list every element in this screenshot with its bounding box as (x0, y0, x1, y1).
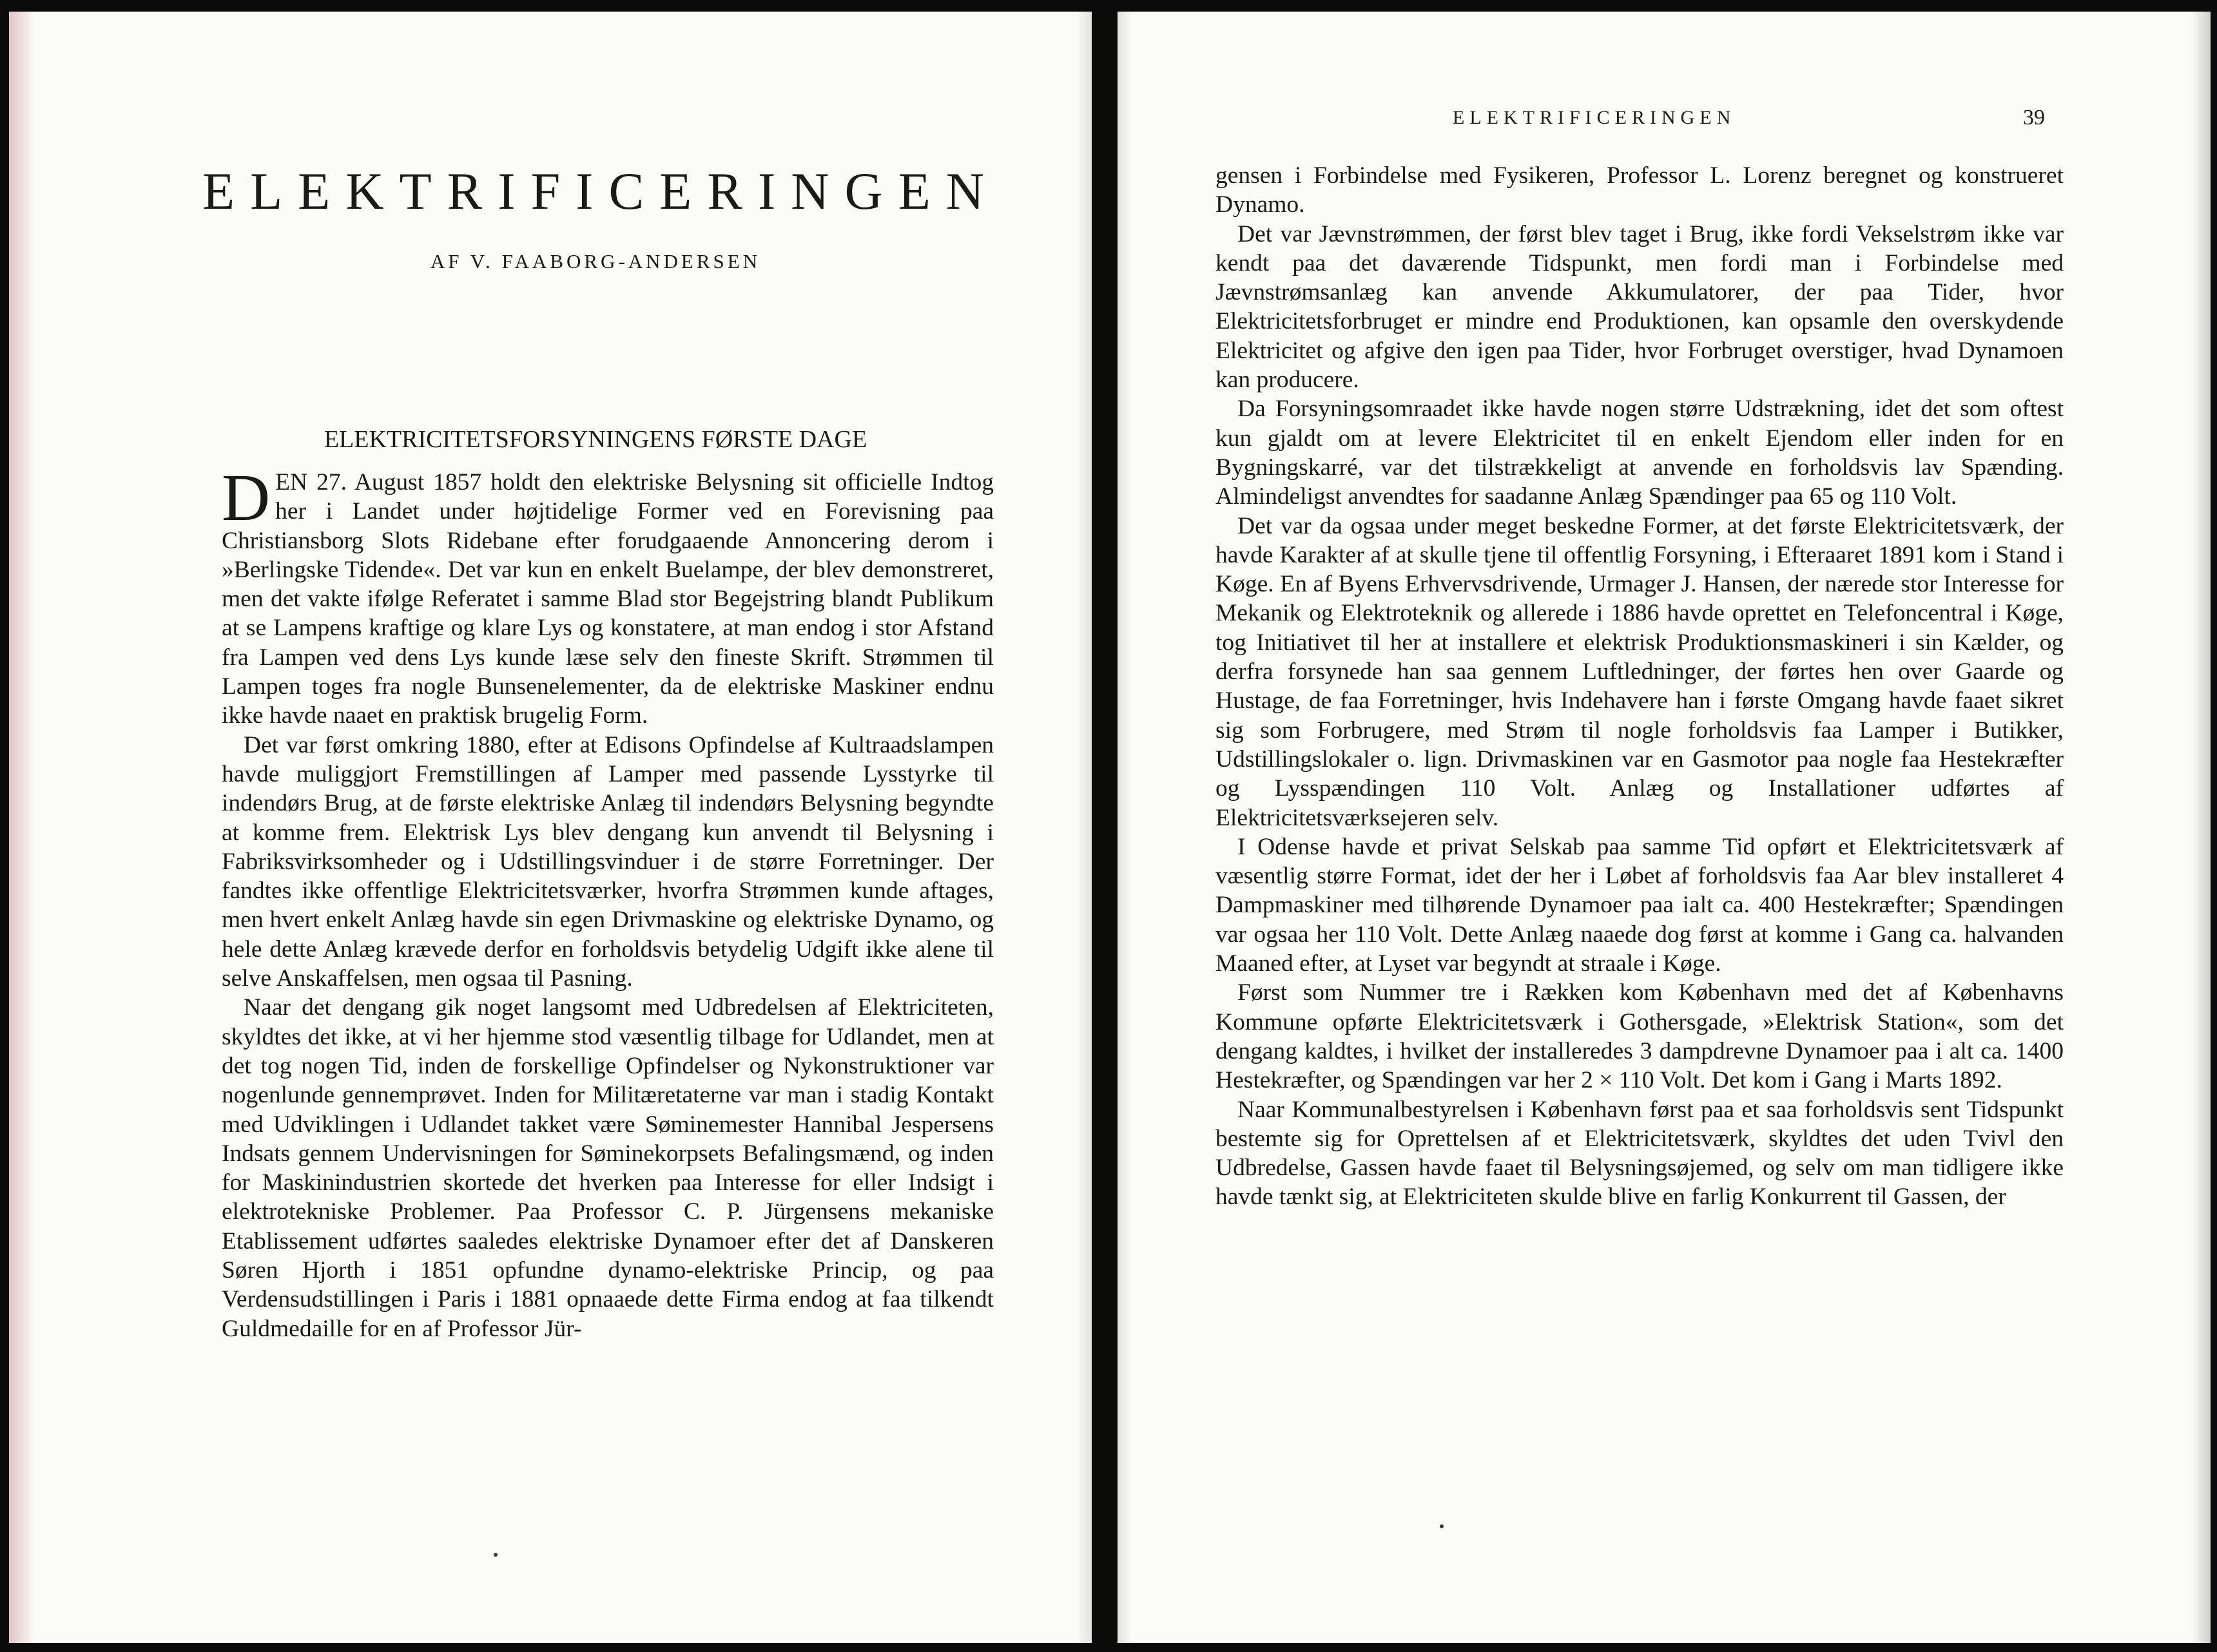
paragraph: Først som Nummer tre i Rækken kom København med det af Københavns Kommune opførte Elektricitetsværk i Gothersgade, »Elektrisk Station«, som det dengang kaldtes, i hvilket der installeredes 3 dampdrevne Dynamoer paa i alt ca. 1400 Hestekræfter, og Spændingen var her 2 × 110 Volt. Det kom i Gang i Marts 1892. (1215, 979, 2064, 1094)
right-page (1118, 12, 2211, 1643)
paragraph (222, 461, 994, 731)
page-edge-shading (9, 12, 35, 1643)
paragraph: Det var Jævnstrømmen, der først blev taget i Brug, ikke fordi Vekselstrøm ikke var kendt paa det daværende Tidspunkt, men fordi man i Forbindelse med Jævnstrømsanlæg kan anvende Akkumulatorer, der paa Tider, hvor Elektricitetsforbruget er mindre end Produktionen, kan opsamle den overskydende Elektricitet og afgive den igen paa Tider, hvor Forbruget overstiger, hvad Dynamoen kan producere. (1215, 220, 2064, 394)
section-heading: ELEKTRICITETSFORSYNINGENS FØRSTE DAGE (324, 426, 867, 453)
byline: AF V. FAABORG-ANDERSEN (430, 250, 761, 273)
paragraph: I Odense havde et privat Selskab paa samme Tid opført et Elektricitetsværk af væsentlig større Format, idet der her i Løbet af forholdsvis faa Aar blev installeret 4 Dampmaskiner med tilhørende Dynamoer paa ialt ca. 400 Hestekræfter; Spændingen var ogsaa her 110 Volt. Dette Anlæg naaede dog først at komme i Gang ca. halvanden Maaned efter, at Lyset var begyndt at straale i Køge. (1215, 833, 2064, 977)
gutter-shadow (1076, 12, 1092, 1643)
paragraph: Da Forsyningsomraadet ikke havde nogen større Udstrækning, idet det som oftest kun gjaldt om at levere Elektricitet til en enkelt Ejendom eller inden for en Bygningskarré, var det tilstrækkeligt at anvende en forholdsvis lav Spænding. Almindeligst anvendtes for saadanne Anlæg Spændinger paa 65 og 110 Volt. (1215, 396, 2064, 510)
gutter-shadow (1118, 12, 1133, 1643)
right-body-text (1215, 161, 2064, 1212)
page-number: 39 (2023, 106, 2045, 130)
paragraph-text: EN 27. August 1857 holdt den elektriske Belysning sit officielle Indtog her i Landet under højtidelige Former ved en Forevisning paa Christiansborg Slots Ridebane efter forudgaaende Annoncering derom i »Berlingske Tidende«. Det var kun en enkelt Buelampe, der blev demonstreret, men det vakte ifølge Referatet i samme Blad stor Begejstring blandt Publikum at se Lampens kraftige og klare Lys og konstatere, at man endog i stor Afstand fra Lampen ved dens Lys kunde læse selv den fineste Skrift. Strømmen til Lampen toges fra nogle Bunsenelementer, da de elektriske Maskiner endnu ikke havde naaet en praktisk brugelig Form. (222, 469, 994, 729)
running-head: ELEKTRIFICERINGEN (1453, 107, 1736, 128)
paragraph: Det var da ogsaa under meget beskedne Former, at det første Elektricitetsværk, der havde Karakter af at skulle tjene til offentlig Forsyning, i Efteraaret 1891 kom i Stand i Køge. En af Byens Erhvervsdrivende, Urmager J. Hansen, der nærede stor Interesse for Mekanik og Elektroteknik og allerede i 1886 havde oprettet en Telefoncentral i Køge, tog Initiativet til her at installere et elektrisk Produktionsmaskineri i sin Kælder, og derfra forsynede han saa gennem Luftledninger, der førtes hen over Gaarde og Hustage, de faa Forretninger, hvis Indehavere han i første Omgang havde faaet sikret sig som Forbrugere, med Strøm til nogle forholdsvis faa Lamper i Butikker, Udstillingslokaler o. lign. Drivmaskinen var en Gasmotor paa nogle faa Hestekræfter og Lysspændingen 110 Volt. Anlæg og Installationer udførtes af Elektricitetsværksejeren selv. (1215, 512, 2064, 831)
paragraph: gensen i Forbindelse med Fysikeren, Professor L. Lorenz beregnet og konstrueret Dynamo. (1215, 162, 2064, 218)
left-page (9, 12, 1092, 1643)
page-edge-shading (2191, 12, 2211, 1643)
paragraph: Det var først omkring 1880, efter at Edisons Opfindelse af Kultraadslampen havde muliggjort Fremstillingen af Lamper med passende Lysstyrke til indendørs Brug, at de første elektriske Anlæg til indendørs Belysning begyndte at komme frem. Elektrisk Lys blev dengang kun anvendt til Belysning i Fabriksvirksomheder og i Udstillingsvinduer i de større Forretninger. Der fandtes ikke offentlige Elektricitetsværker, hvorfra Strømmen kunde aftages, men hvert enkelt Anlæg havde sin egen Drivmaskine og elektriske Dynamo, og hele dette Anlæg krævede derfor en forholdsvis betydelig Udgift ikke alene til selve Anskaffelsen, men ogsaa til Pasning. (222, 731, 994, 992)
left-body-text (222, 461, 994, 1343)
paragraph: Naar det dengang gik noget langsomt med Udbredelsen af Elektriciteten, skyldtes det ikke, at vi her hjemme stod væsentlig tilbage for Udlandet, men at det tog nogen Tid, inden de forskellige Opfindelser og Nykonstruktioner var nogenlunde gennemprøvet. Inden for Militæretaterne var man i stadig Kontakt med Udviklingen i Udlandet takket være Søminemester Hannibal Jespersens Indsats gennem Undervisningen for Søminekorpsets Befalingsmænd, og inden for Maskinindustrien skortede det hverken paa Interesse for eller Indsigt i elektrotekniske Problemer. Paa Professor C. P. Jürgensens mekaniske Etablissement udførtes saaledes elektriske Dynamoer efter det af Danskeren Søren Hjorth i 1851 opfundne dynamo-elektriske Princip, og paa Verdensudstillingen i Paris i 1881 opnaaede dette Firma endog at faa tilkendt Guldmedaille for en af Professor Jür- (222, 994, 994, 1342)
print-speck (1440, 1524, 1444, 1528)
article-title: ELEKTRIFICERINGEN (202, 162, 1000, 220)
drop-cap: D (222, 461, 271, 535)
print-speck (494, 1553, 498, 1557)
paragraph: Naar Kommunalbestyrelsen i København først paa et saa forholdsvis sent Tidspunkt bestemte sig for Oprettelsen af et Elektricitetsværk, skyldtes det uden Tvivl den Udbredelse, Gassen havde faaet til Belysningsøjemed, og selv om man tidligere ikke havde tænkt sig, at Elektriciteten skulde blive en farlig Konkurrent til Gassen, der (1215, 1096, 2064, 1211)
